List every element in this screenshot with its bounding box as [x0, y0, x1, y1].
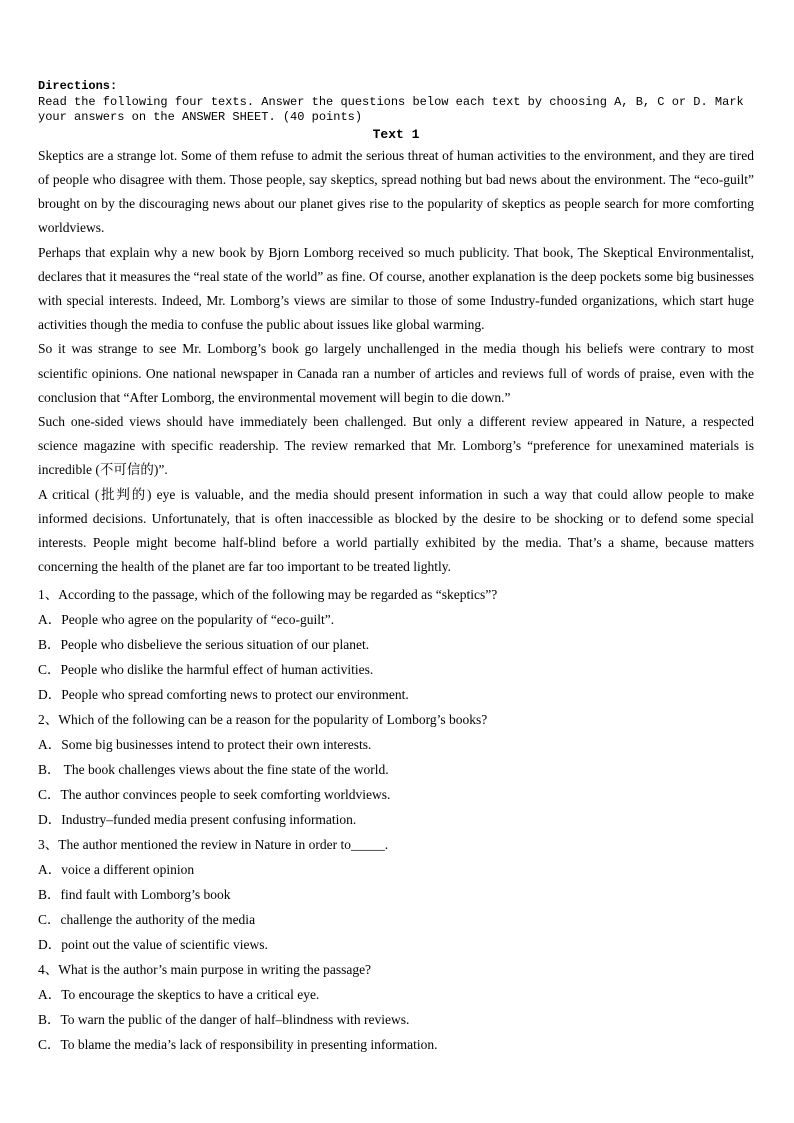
question-4-option-b: B．To warn the public of the danger of half–blindness with reviews. — [38, 1012, 410, 1028]
question-3-option-a: A．voice a different opinion — [38, 862, 195, 878]
directions-section — [38, 79, 754, 126]
question-1-option-c: C．People who dislike the harmful effect of human activities. — [38, 662, 374, 678]
question-2-option-b: B． The book challenges views about the fine state of the world. — [38, 762, 389, 778]
directions-line: Read the following four texts. Answer the questions below each text by choosing A, B, C or D. Mark — [38, 94, 744, 109]
passage-body — [38, 144, 754, 580]
directions-heading: Directions: — [38, 79, 118, 93]
question-1-option-d: D．People who spread comforting news to protect our environment. — [38, 687, 409, 703]
question-2-option-c: C．The author convinces people to seek comforting worldviews. — [38, 787, 391, 803]
questions-section — [38, 582, 754, 1057]
question-4-option-c: C．To blame the media’s lack of responsibility in presenting information. — [38, 1037, 438, 1053]
passage-paragraph: A critical (批判的) eye is valuable, and the media should present information in such a way that could allow people to make informed decisions. Unfortunately, that is often inaccessible as blocked by the desire to be shocking or to defend some special interests. People might become half-blind before a world partially exhibited by the media. That’s a shame, because matters concerning the health of the planet are far too important to be treated lightly. — [38, 486, 754, 575]
question-3-option-c: C．challenge the authority of the media — [38, 912, 256, 928]
question-4-stem: 4、What is the author’s main purpose in writing the passage? — [38, 962, 372, 978]
question-1-stem: 1、According to the passage, which of the following may be regarded as “skeptics”? — [38, 587, 498, 603]
question-1-option-a: A．People who agree on the popularity of “eco-guilt”. — [38, 612, 335, 628]
passage-paragraph: So it was strange to see Mr. Lomborg’s book go largely unchallenged in the media though his beliefs were contrary to most scientific opinions. One national newspaper in Canada ran a number of articles and reviews full of words of praise, even with the conclusion that “After Lomborg, the environmental movement will begin to die down.” — [38, 341, 754, 405]
question-2-stem: 2、Which of the following can be a reason for the popularity of Lomborg’s books? — [38, 712, 488, 728]
passage-title: Text 1 — [372, 126, 420, 142]
question-2-option-d: D．Industry–funded media present confusing information. — [38, 812, 357, 828]
question-3-option-b: B．find fault with Lomborg’s book — [38, 887, 231, 903]
question-2-option-a: A．Some big businesses intend to protect their own interests. — [38, 737, 372, 753]
passage-paragraph: Such one-sided views should have immediately been challenged. But only a different review appeared in Nature, a respected science magazine with specific readership. The review remarked that Mr. Lomborg’s “preference for unexamined materials is incredible (不可信的)”. — [38, 414, 754, 478]
directions-line: your answers on the ANSWER SHEET. (40 points) — [38, 110, 363, 125]
passage-paragraph: Skeptics are a strange lot. Some of them refuse to admit the serious threat of human activities to the environment, and they are tired of people who disagree with them. Those people, say skeptics, spread nothing but bad news about the environment. The “eco-guilt” brought on by the discouraging news about our planet gives rise to the popularity of skeptics as people search for more comforting worldviews. — [38, 147, 754, 236]
question-3-option-d: D．point out the value of scientific views. — [38, 937, 268, 953]
question-1-option-b: B．People who disbelieve the serious situation of our planet. — [38, 637, 370, 653]
passage-paragraph: Perhaps that explain why a new book by Bjorn Lomborg received so much publicity. That book, The Skeptical Environmentalist, declares that it measures the “real state of the world” as fine. Of course, another explanation is the deep pockets some big businesses with special interests. Indeed, Mr. Lomborg’s views are similar to those of some Industry-funded organizations, which start huge activities though the media to confuse the public about issues like global warming. — [38, 244, 755, 333]
question-4-option-a: A．To encourage the skeptics to have a critical eye. — [38, 987, 320, 1003]
question-3-stem: 3、The author mentioned the review in Nature in order to_____. — [38, 837, 389, 853]
